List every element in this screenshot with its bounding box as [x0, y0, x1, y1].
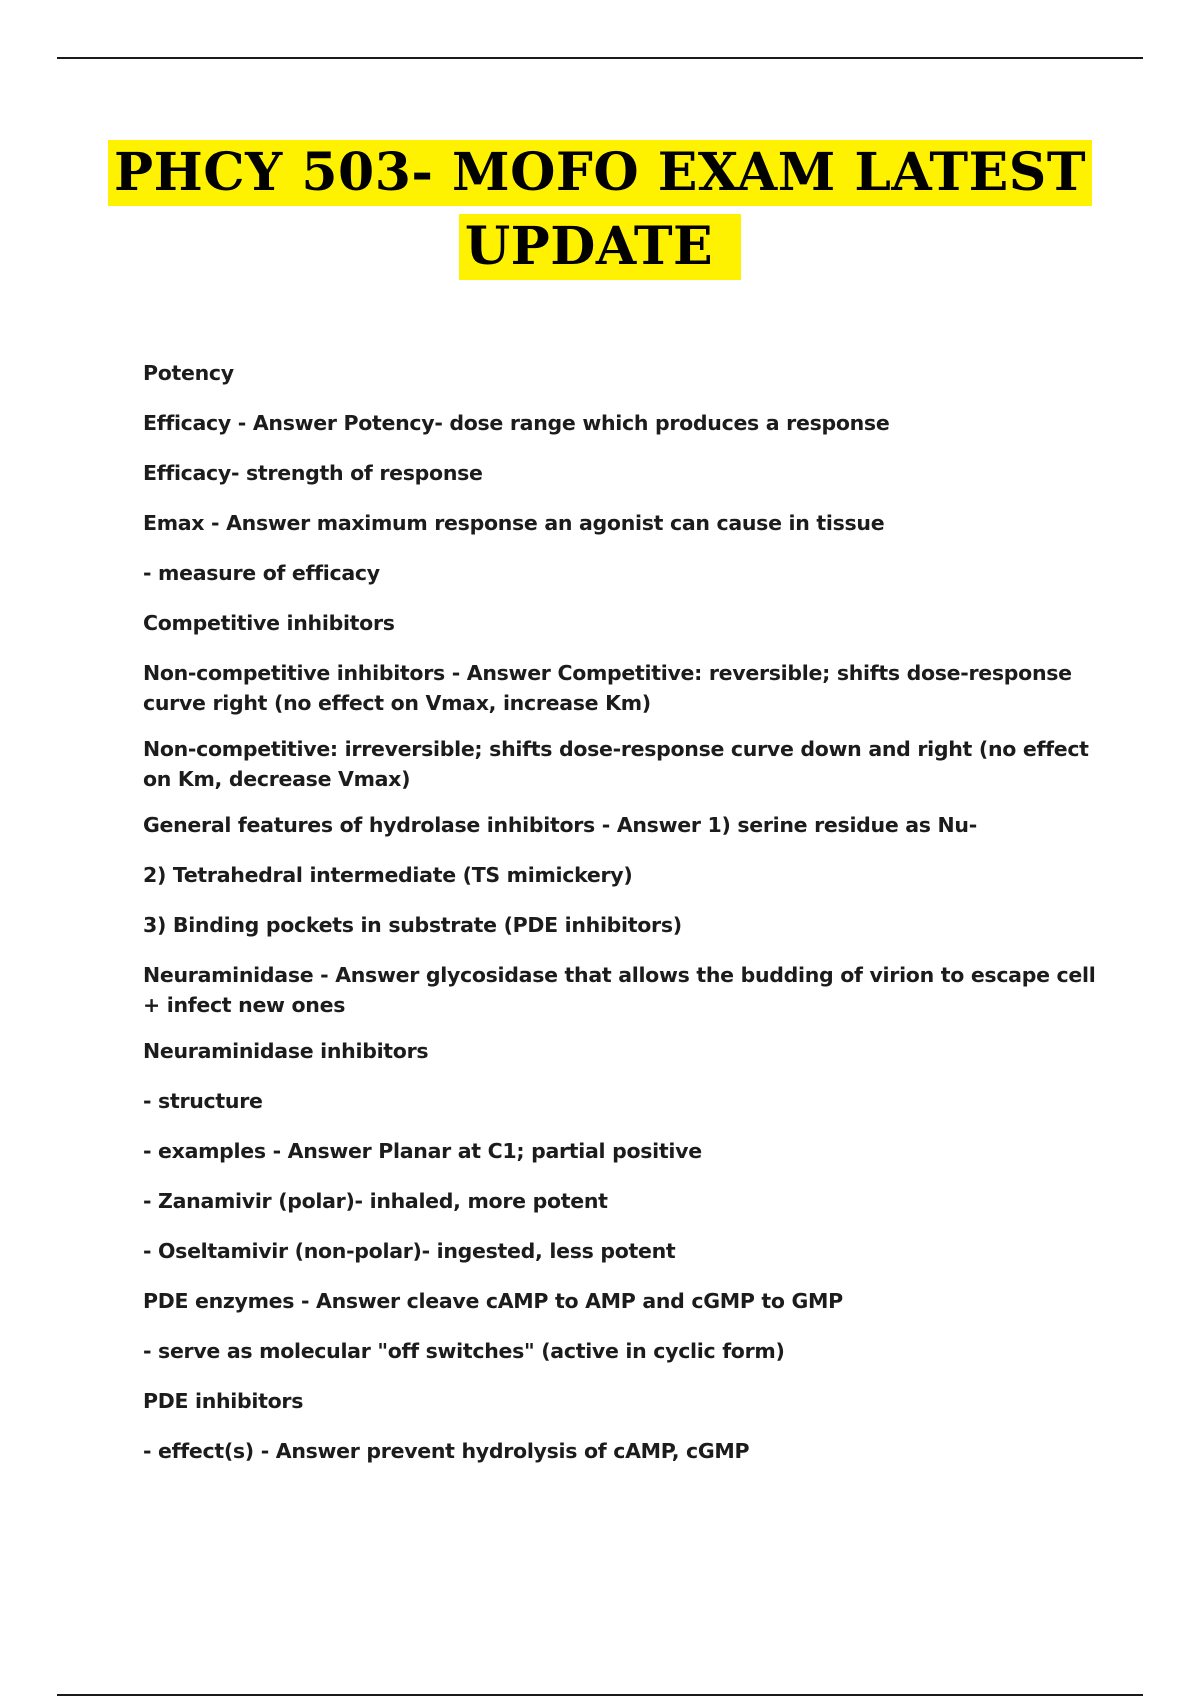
- entry-neuraminidase-inhibitors: Neuraminidase inhibitors: [143, 1039, 429, 1063]
- title-line-1: PHCY 503- MOFO EXAM LATEST: [108, 140, 1092, 206]
- entry-potency: Potency: [143, 361, 234, 385]
- entry-emax: Emax - Answer maximum response an agonist can cause in tissue: [143, 511, 885, 535]
- entry-tetrahedral-intermediate: 2) Tetrahedral intermediate (TS mimickery): [143, 863, 633, 887]
- footer-rule: [57, 1694, 1143, 1696]
- entry-hydrolase-inhibitors: General features of hydrolase inhibitors - Answer 1) serine residue as Nu-: [143, 813, 977, 837]
- entry-off-switches: - serve as molecular "off switches" (active in cyclic form): [143, 1339, 785, 1363]
- entry-binding-pockets: 3) Binding pockets in substrate (PDE inhibitors): [143, 913, 682, 937]
- entry-neuraminidase: Neuraminidase - Answer glycosidase that allows the budding of virion to escape cell + infect new ones: [143, 963, 1096, 1017]
- entry-non-competitive-inhibitors: Non-competitive inhibitors - Answer Competitive: reversible; shifts dose-response curve right (no effect on Vmax, increase Km): [143, 661, 1072, 715]
- entry-examples: - examples - Answer Planar at C1; partial positive: [143, 1139, 702, 1163]
- document-body: [143, 358, 1103, 1466]
- entry-competitive-inhibitors: Competitive inhibitors: [143, 611, 395, 635]
- title-line-2: UPDATE: [459, 214, 741, 280]
- entry-effects: - effect(s) - Answer prevent hydrolysis of cAMP, cGMP: [143, 1439, 750, 1463]
- entry-measure-of-efficacy: - measure of efficacy: [143, 561, 380, 585]
- header-rule: [57, 57, 1143, 59]
- entry-oseltamivir: - Oseltamivir (non-polar)- ingested, less potent: [143, 1239, 676, 1263]
- entry-efficacy-strength: Efficacy- strength of response: [143, 461, 483, 485]
- entry-structure: - structure: [143, 1089, 263, 1113]
- entry-non-competitive-irreversible: Non-competitive: irreversible; shifts dose-response curve down and right (no effect on Km, decrease Vmax): [143, 737, 1089, 791]
- entry-zanamivir: - Zanamivir (polar)- inhaled, more potent: [143, 1189, 608, 1213]
- entry-pde-inhibitors: PDE inhibitors: [143, 1389, 304, 1413]
- entry-efficacy: Efficacy - Answer Potency- dose range which produces a response: [143, 411, 890, 435]
- document-title: [0, 140, 1200, 280]
- entry-pde-enzymes: PDE enzymes - Answer cleave cAMP to AMP and cGMP to GMP: [143, 1289, 843, 1313]
